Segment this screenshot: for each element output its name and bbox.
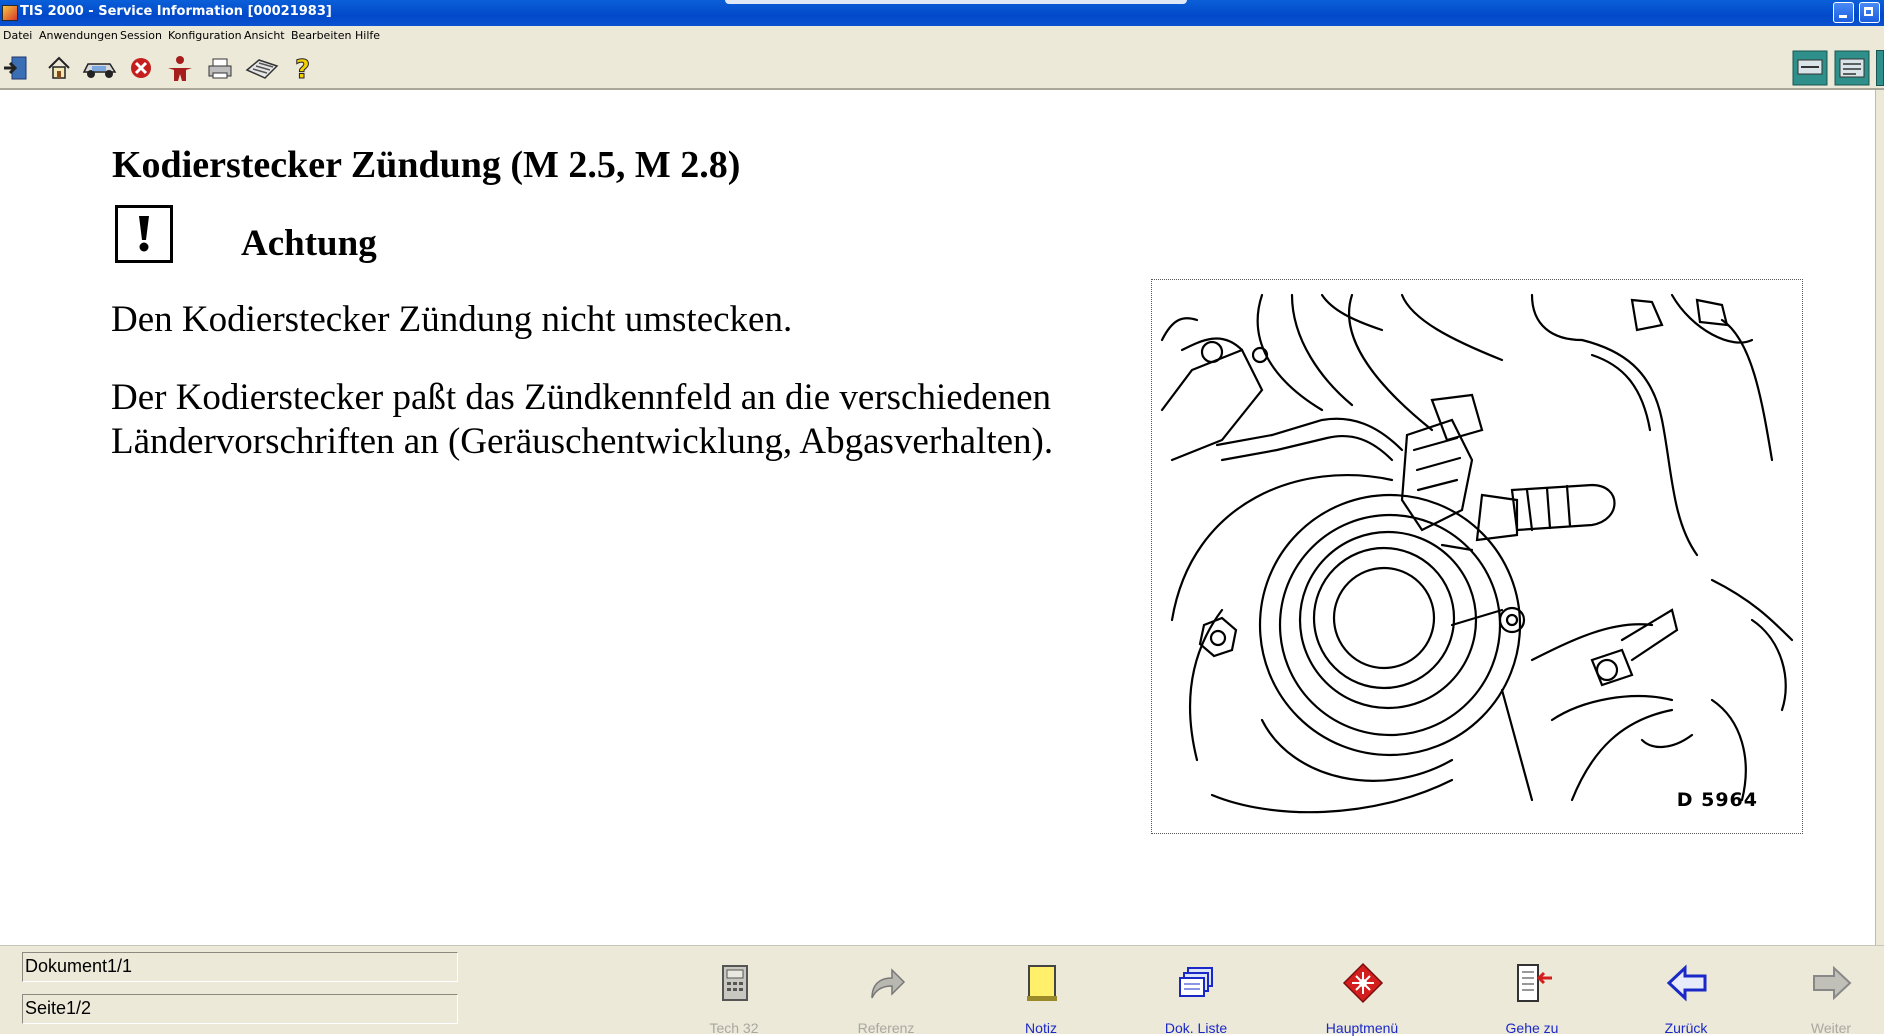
notiz-icon (1021, 962, 1063, 1004)
help-icon[interactable] (289, 54, 317, 82)
figure-label: D 5964 (1676, 789, 1758, 811)
gehe-zu-button[interactable] (1472, 960, 1592, 1034)
minimize-button[interactable] (1833, 2, 1854, 23)
tech32-icon (714, 962, 756, 1004)
menu-bar (0, 26, 1884, 46)
warning-icon (115, 205, 173, 263)
maximize-button[interactable] (1859, 2, 1880, 23)
referenz-button[interactable] (826, 960, 946, 1034)
keyboard-icon[interactable] (245, 54, 279, 82)
main-menu-icon (1342, 962, 1384, 1004)
scroll-up-arrow-icon[interactable] (1876, 92, 1884, 104)
bottom-navigation-bar (0, 945, 1884, 1034)
app-icon (2, 5, 18, 21)
menu-konfiguration[interactable]: Konfiguration (168, 29, 242, 42)
page-title: Kodierstecker Zündung (M 2.5, M 2.8) (112, 144, 741, 186)
diagnostic-icon[interactable] (1792, 50, 1828, 86)
stop-icon[interactable] (127, 54, 155, 82)
notiz-button[interactable] (981, 960, 1101, 1034)
tech32-label: Tech 32 (709, 1020, 759, 1036)
goto-icon (1512, 962, 1554, 1004)
paragraph-2-line-2: Ländervorschriften an (Geräuschentwicklung, Abgasverhalten). (111, 421, 1054, 462)
weiter-label: Weiter (1810, 1020, 1852, 1036)
svg-text:?: ? (295, 55, 311, 82)
menu-hilfe[interactable]: Hilfe (355, 29, 381, 42)
referenz-label: Referenz (857, 1020, 915, 1036)
service-icon[interactable] (1834, 50, 1870, 86)
forward-arrow-icon (1811, 962, 1853, 1004)
vertical-scrollbar[interactable] (1875, 90, 1884, 945)
exit-icon[interactable] (2, 54, 30, 82)
window-titlebar (0, 0, 1884, 26)
referenz-icon (866, 962, 908, 1004)
print-icon[interactable] (206, 54, 234, 82)
document-area (0, 90, 1875, 945)
document-list-icon (1176, 962, 1218, 1004)
document-counter: Dokument1/1 (22, 952, 458, 982)
menu-datei[interactable]: Datei (3, 29, 33, 42)
menu-anwendungen[interactable]: Anwendungen (39, 29, 118, 42)
toolbar (0, 46, 1884, 90)
home-icon[interactable] (45, 54, 73, 82)
notiz-label: Notiz (1025, 1020, 1057, 1036)
paragraph-2-line-1: Der Kodierstecker paßt das Zündkennfeld an die verschiedenen (111, 377, 1052, 418)
zurueck-label: Zurück (1664, 1020, 1708, 1036)
titlebar-overlay (725, 0, 1187, 4)
weiter-button[interactable] (1781, 960, 1881, 1034)
person-icon[interactable] (164, 54, 196, 82)
hauptmenue-label: Hauptmenü (1325, 1020, 1399, 1036)
technical-illustration[interactable] (1151, 279, 1803, 834)
menu-bearbeiten[interactable]: Bearbeiten (291, 29, 352, 42)
menu-session[interactable]: Session (120, 29, 162, 42)
menu-ansicht[interactable]: Ansicht (244, 29, 285, 42)
gehe-zu-label: Gehe zu (1505, 1020, 1559, 1036)
dok-liste-label: Dok. Liste (1164, 1020, 1228, 1036)
hauptmenue-button[interactable] (1302, 960, 1422, 1034)
tech32-button[interactable] (674, 960, 794, 1034)
zurueck-button[interactable] (1626, 960, 1746, 1034)
page-counter: Seite1/2 (22, 994, 458, 1024)
warning-label: Achtung (241, 223, 377, 264)
paragraph-1: Den Kodierstecker Zündung nicht umstecken. (111, 299, 793, 340)
vehicle-icon[interactable] (82, 54, 118, 82)
toolbar-overflow (1876, 50, 1884, 86)
window-title: TIS 2000 - Service Information [00021983] (20, 4, 332, 19)
back-arrow-icon (1666, 962, 1708, 1004)
engine-line-drawing (1152, 280, 1802, 833)
dok-liste-button[interactable] (1136, 960, 1256, 1034)
paragraph-2 (111, 376, 1053, 464)
